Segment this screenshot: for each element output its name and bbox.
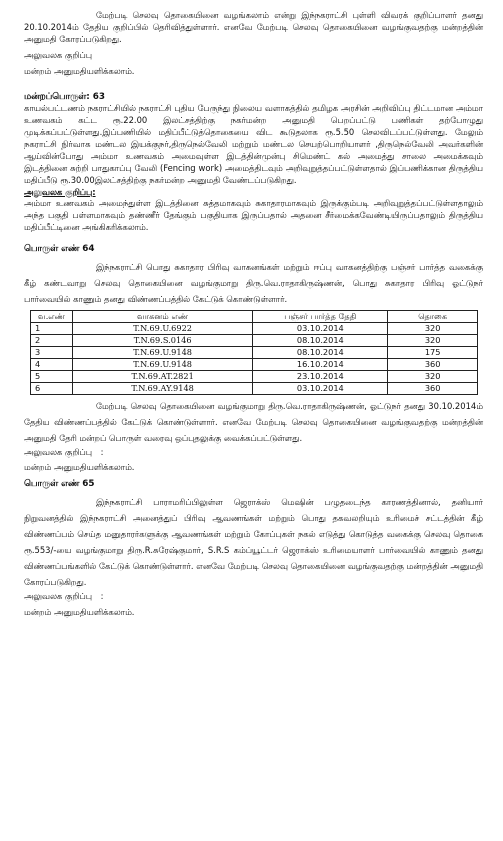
cell-date: 08.10.2014 (253, 346, 388, 358)
item-65-resolution: மன்றம் அனுமதியளிக்கலாம். (24, 606, 135, 617)
cell-vehicle: T.N.69.AY.9148 (72, 382, 252, 394)
cell-serial: 2 (31, 334, 73, 346)
item-64-resolution: மன்றம் அனுமதியளிக்கலாம். (24, 462, 135, 473)
item-64-paragraph-2: மேற்படி செலவு தொகையினை வழங்குமாறு திரு.வெ.ராதாகிருஷ்ணன், ஓட்டுநர் தனது 30.10.2014ம் தேதிய விண்ணப்பத்தில் கேட்டுக் கொண்டுள்ளார். எனவே மேற்படி செலவு தொகையினை வழங்குவதற்கு மன்றத்தின் அனுமதி தேரி மன்றப் பொருள் வரைவு ஒப்புதலுக்கு வைக்கப்பட்டுள்ளது. (24, 400, 483, 443)
cell-vehicle: T.N.69.U.9148 (72, 358, 252, 370)
cell-amount: 175 (388, 346, 478, 358)
intro-paragraph: மேற்படி செலவு தொகையினை வழங்கலாம் என்று இந்நகராட்சி புள்ளி விவரக் குறிப்பாளர் தனது 20.10.2014ம் தேதிய குறிப்பில் தெரிவித்துள்ளார். எனவே மேற்படி செலவு தொகையினை வழங்குவதற்கு மன்றத்தின் அனுமதி கோரப்படுகிறது. (24, 10, 483, 44)
item-65-paragraph: இந்நகராட்சி பாராமரிப்பிலுள்ள ஜெராக்ஸ் மெஷின் பழுதடைந்த காரணத்தினால், தனியார் நிறுவனத்தில் இந்நகராட்சி அனைத்துப் பிரிவு ஆவணங்கள் மற்றும் பொது தகவலறியும் உரிமைச் சட்டத்தின் கீழ் விண்ணப்பம் செய்த மனுதாரர்களுக்கு ஆவணங்கள் மற்றும் கோப்புகள் நகல் எடுத்து கொடுத்த வகைக்கு செலவு தொகை ரூ.553/-யை வழங்குமாறு திரு.R.சுரேஷ்குமார், S.R.S கம்ப்யூட்டர் ஜெராக்ஸ் உரிமையாளர் பார்வையில் காணும் தனது விண்ணப்பங்களில் கேட்டுக் கொண்டுள்ளார். எனவே மேற்படி செலவு தொகையினை வழங்குவதற்கு மன்றத்தின் அனுமதி கோரப்படுகிறது. (24, 496, 483, 587)
cell-amount: 360 (388, 382, 478, 394)
intro-resolution: மன்றம் அனுமதியளிக்கலாம். (24, 65, 135, 76)
cell-serial: 5 (31, 370, 73, 382)
cell-vehicle: T.N.69.U.6922 (72, 322, 252, 334)
cell-amount: 320 (388, 370, 478, 382)
item-65-office-note-colon: : (100, 590, 104, 601)
item-64-office-note-colon: : (100, 446, 104, 457)
item-65-office-note-row (24, 591, 483, 603)
cell-vehicle: T.N.69.S.0146 (72, 334, 252, 346)
cell-amount: 320 (388, 322, 478, 334)
table-header-row (31, 310, 478, 322)
cell-date: 23.10.2014 (253, 370, 388, 382)
cell-serial: 1 (31, 322, 73, 334)
table-row (31, 346, 478, 358)
table-row (31, 322, 478, 334)
item-63-office-note-label: அலுவலக குறிப்பு: (24, 186, 96, 197)
col-header-amount: தொகை (388, 310, 478, 322)
item-63-paragraph: காயல்பட்டணம் நகராட்சியில் நகராட்சி புதிய பேருந்து நிலைய வளாகத்தில் தமிழக அரசின் அறிவிப்பு திட்டமான அம்மா உணவகம் கட்ட ரூ.22.00 இலட்சத்திற்கு நகர்மன்ற அனுமதி பெறப்பட்டு பணிகள் தற்போழுது முடிக்கப்பட்டுள்ளது.இப்பணியில் மதிப்பீட்டுத்தொகையை விட கூடுதலாக ரூ.5.50 செலவிடப்பட்டுள்ளது. மேலும் நகராட்சி நிர்வாக மண்டல இயக்குநர்,திருநெல்வேலி மற்றும் மண்டல செயற்பொறியாளர் ,திருநெல்வேலி அவர்களின் ஆய்வின்போது அம்மா உணவகம் அமைவுள்ள இடத்தின்முன்பு சிமெண்ட் கல் அமைத்து சாலை அமைக்கவும் இடத்தினை சுற்றி பாதுகாப்பு வேலி (Fencing work) அமைத்திடவும் அறிவுறுத்தப்பட்டுள்ளதால் இப்பணிக்கான திருத்திய மதிப்பீடு ரூ.30.00இலட்சத்திற்கு நகர்மன்ற அனுமதி வேண்டப்படுகிறது. (24, 103, 483, 185)
table-row (31, 382, 478, 394)
cell-vehicle: T.N.69.AT.2821 (72, 370, 252, 382)
item-64-office-note-label: அலுவலக குறிப்பு (24, 446, 92, 457)
cell-date: 03.10.2014 (253, 382, 388, 394)
item-63-heading: மன்றப்பொருள்: 63 (24, 91, 106, 102)
vehicle-puncture-table (30, 310, 478, 395)
table-row (31, 370, 478, 382)
cell-amount: 360 (388, 358, 478, 370)
item-65-heading: பொருள் எண் 65 (24, 479, 95, 490)
item-64-heading: பொருள் எண் 64 (24, 244, 95, 255)
cell-date: 16.10.2014 (253, 358, 388, 370)
cell-date: 03.10.2014 (253, 322, 388, 334)
item-64-office-note-row (24, 447, 483, 459)
item-65-office-note-label: அலுவலக குறிப்பு (24, 590, 92, 601)
col-header-serial: வ.எண் (31, 310, 73, 322)
table-row (31, 358, 478, 370)
col-header-date: பஞ்சர் பார்த்த தேதி (253, 310, 388, 322)
intro-office-note-label: அலுவலக குறிப்பு (24, 49, 92, 60)
item-64-paragraph: இந்நகராட்சி பொது சுகாதார பிரிவு வாகனங்கள் மற்றும் ஈப்பு வாகனத்திற்கு பஞ்சர் பார்த்த வகைக்கு கீழ் கண்டவாறு செலவு தொகையினை வழங்குமாறு திரு.வெ.ராதாகிருஷ்ணன், பொது சுகாதார பிரிவு ஓட்டுநர் பார்வையில் காணும் தனது விண்ணப்பத்தில் கேட்டுக் கொண்டுள்ளார். (24, 261, 483, 304)
col-header-vehicle: வாகனம் எண் (72, 310, 252, 322)
cell-amount: 320 (388, 334, 478, 346)
cell-date: 08.10.2014 (253, 334, 388, 346)
cell-serial: 4 (31, 358, 73, 370)
cell-vehicle: T.N.69.U.9148 (72, 346, 252, 358)
cell-serial: 6 (31, 382, 73, 394)
table-row (31, 334, 478, 346)
item-63-office-note: அம்மா உணவகம் அமைந்துள்ள இடத்தினை சுத்தமாகவும் சுகாதாரமாகவும் இருக்கும்படி அறிவுறுத்தப்பட்டுள்ளதாலும் அந்த பகுதி பள்ளமாகவும் தண்ணீர் தேங்கும் பகுதியாக இருப்பதால் அதனை சீர்மைக்கவேண்டியிருப்பதாலும் திருத்திய மதிப்பீட்டினை அங்கிகரிக்கலாம். (24, 198, 483, 233)
cell-serial: 3 (31, 346, 73, 358)
